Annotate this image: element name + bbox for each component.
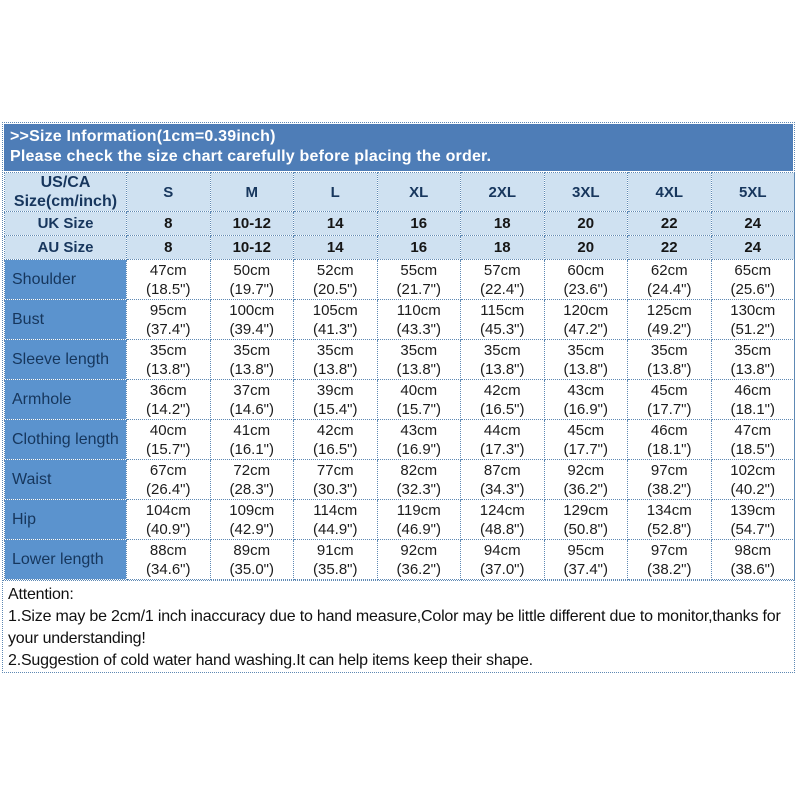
cm-value: 119cm <box>396 501 441 519</box>
measurement-cell <box>711 380 795 420</box>
inch-value: (45.3") <box>479 320 525 338</box>
inch-value: (38.6") <box>730 560 775 578</box>
size-column-header: 2XL <box>461 173 545 212</box>
measurement-cell <box>127 540 211 580</box>
measurement-cell <box>544 380 628 420</box>
banner-title: >>Size Information(1cm=0.39inch) <box>10 128 276 145</box>
measurement-cell <box>711 260 795 300</box>
inch-value: (20.5") <box>312 280 358 298</box>
inch-value: (18.1") <box>730 400 775 418</box>
cm-value: 91cm <box>316 541 354 559</box>
measurement-cell <box>294 420 378 460</box>
attention-note-1: 1.Size may be 2cm/1 inch inaccuracy due to hand measure,Color may be little different due to monitor,thanks for your understanding! <box>8 608 781 647</box>
cm-value: 35cm <box>400 341 438 359</box>
measurement-label: Lower length <box>5 540 127 580</box>
cm-value: 60cm <box>567 261 605 279</box>
measurement-cell <box>628 460 712 500</box>
size-column-header: S <box>127 173 211 212</box>
cm-value: 35cm <box>734 341 772 359</box>
au-size-value: 20 <box>544 236 628 260</box>
cm-value: 129cm <box>563 501 609 519</box>
inch-value: (16.1") <box>229 440 274 458</box>
measurement-cell <box>377 380 461 420</box>
measurement-cell <box>461 300 545 340</box>
measurement-cell <box>461 540 545 580</box>
cm-value: 95cm <box>567 541 605 559</box>
measurement-cell <box>377 500 461 540</box>
measurement-cell <box>711 540 795 580</box>
uk-size-label: UK Size <box>5 212 127 236</box>
measurement-label: Clothing length <box>5 420 127 460</box>
inch-value: (17.3") <box>479 440 525 458</box>
size-info-banner <box>4 124 793 171</box>
inch-value: (14.2") <box>145 400 191 418</box>
cm-value: 37cm <box>233 381 271 399</box>
measurement-row <box>5 460 795 500</box>
inch-value: (34.6") <box>145 560 191 578</box>
cm-value: 110cm <box>396 301 441 319</box>
measurement-cell <box>127 260 211 300</box>
banner-subtitle: Please check the size chart carefully before placing the order. <box>10 148 492 165</box>
measurement-cell <box>377 460 461 500</box>
inch-value: (15.7") <box>396 400 441 418</box>
measurement-cell <box>544 340 628 380</box>
measurement-cell <box>628 380 712 420</box>
cm-value: 100cm <box>229 301 275 319</box>
cm-value: 114cm <box>313 501 358 519</box>
inch-value: (25.6") <box>730 280 775 298</box>
inch-value: (18.1") <box>646 440 692 458</box>
au-size-value: 14 <box>294 236 378 260</box>
measurement-cell <box>127 380 211 420</box>
inch-value: (24.4") <box>646 280 692 298</box>
inch-value: (43.3") <box>396 320 441 338</box>
measurement-cell <box>544 540 628 580</box>
cm-value: 88cm <box>149 541 187 559</box>
inch-value: (17.7") <box>646 400 692 418</box>
cm-value: 102cm <box>730 461 776 479</box>
inch-value: (34.3") <box>479 480 525 498</box>
measurement-cell <box>628 340 712 380</box>
inch-value: (47.2") <box>563 320 608 338</box>
cm-value: 42cm <box>316 421 354 439</box>
measurement-cell <box>127 460 211 500</box>
cm-value: 82cm <box>400 461 438 479</box>
measurement-cell <box>294 500 378 540</box>
uk-size-value: 24 <box>711 212 795 236</box>
inch-value: (16.9") <box>396 440 441 458</box>
uk-size-value: 22 <box>628 212 712 236</box>
inch-value: (50.8") <box>563 520 608 538</box>
cm-value: 46cm <box>734 381 772 399</box>
measurement-cell <box>711 300 795 340</box>
cm-value: 57cm <box>483 261 521 279</box>
measurement-cell <box>377 420 461 460</box>
measurement-label: Shoulder <box>5 260 127 300</box>
inch-value: (52.8") <box>646 520 692 538</box>
inch-value: (35.8") <box>312 560 358 578</box>
au-size-value: 18 <box>461 236 545 260</box>
cm-value: 139cm <box>730 501 776 519</box>
inch-value: (13.8") <box>563 360 608 378</box>
cm-value: 46cm <box>650 421 688 439</box>
inch-value: (18.5") <box>730 440 775 458</box>
measurement-cell <box>127 340 211 380</box>
inch-value: (44.9") <box>312 520 358 538</box>
uk-size-row <box>5 212 795 236</box>
measurement-cell <box>210 500 294 540</box>
measurement-cell <box>210 540 294 580</box>
au-size-value: 22 <box>628 236 712 260</box>
inch-value: (15.4") <box>312 400 358 418</box>
inch-value: (46.9") <box>396 520 441 538</box>
measurement-cell <box>377 540 461 580</box>
inch-value: (19.7") <box>229 280 274 298</box>
cm-value: 35cm <box>567 341 605 359</box>
cm-value: 42cm <box>483 381 521 399</box>
measurement-cell <box>461 340 545 380</box>
measurement-cell <box>544 460 628 500</box>
measurement-row <box>5 500 795 540</box>
size-column-header: XL <box>377 173 461 212</box>
cm-value: 94cm <box>483 541 521 559</box>
size-chart-sheet <box>2 122 795 673</box>
measurement-cell <box>628 260 712 300</box>
measurement-cell <box>711 340 795 380</box>
corner-header <box>5 173 127 212</box>
inch-value: (36.2") <box>563 480 608 498</box>
cm-value: 35cm <box>149 341 187 359</box>
inch-value: (26.4") <box>145 480 191 498</box>
inch-value: (37.0") <box>479 560 525 578</box>
measurement-cell <box>377 260 461 300</box>
cm-value: 97cm <box>650 541 688 559</box>
cm-value: 124cm <box>479 501 525 519</box>
cm-value: 52cm <box>316 261 354 279</box>
inch-value: (39.4") <box>229 320 274 338</box>
cm-value: 40cm <box>149 421 187 439</box>
inch-value: (18.5") <box>145 280 191 298</box>
measurement-row <box>5 380 795 420</box>
inch-value: (16.5") <box>479 400 525 418</box>
inch-value: (40.9") <box>145 520 191 538</box>
measurement-cell <box>210 380 294 420</box>
cm-value: 125cm <box>646 301 692 319</box>
inch-value: (13.8") <box>646 360 692 378</box>
uk-size-value: 18 <box>461 212 545 236</box>
cm-value: 45cm <box>567 421 605 439</box>
size-column-header: L <box>294 173 378 212</box>
inch-value: (13.8") <box>730 360 775 378</box>
cm-value: 62cm <box>650 261 688 279</box>
inch-value: (22.4") <box>479 280 525 298</box>
measurement-cell <box>544 300 628 340</box>
corner-header-line1: US/CA <box>40 174 91 191</box>
inch-value: (13.8") <box>145 360 191 378</box>
measurement-cell <box>544 500 628 540</box>
measurement-cell <box>711 420 795 460</box>
inch-value: (32.3") <box>396 480 441 498</box>
measurement-label: Sleeve length <box>5 340 127 380</box>
inch-value: (51.2") <box>730 320 775 338</box>
cm-value: 87cm <box>483 461 521 479</box>
size-column-header: 5XL <box>711 173 795 212</box>
cm-value: 36cm <box>149 381 187 399</box>
size-column-header: 3XL <box>544 173 628 212</box>
measurement-label: Bust <box>5 300 127 340</box>
cm-value: 92cm <box>567 461 605 479</box>
measurement-label: Waist <box>5 460 127 500</box>
cm-value: 120cm <box>563 301 609 319</box>
inch-value: (35.0") <box>229 560 274 578</box>
cm-value: 104cm <box>145 501 191 519</box>
measurement-cell <box>461 420 545 460</box>
inch-value: (30.3") <box>312 480 358 498</box>
cm-value: 45cm <box>650 381 688 399</box>
au-size-value: 16 <box>377 236 461 260</box>
inch-value: (13.8") <box>312 360 358 378</box>
uk-size-value: 20 <box>544 212 628 236</box>
inch-value: (28.3") <box>229 480 274 498</box>
cm-value: 35cm <box>650 341 688 359</box>
inch-value: (38.2") <box>646 560 692 578</box>
inch-value: (48.8") <box>479 520 525 538</box>
measurement-row <box>5 260 795 300</box>
cm-value: 98cm <box>734 541 772 559</box>
measurement-row <box>5 420 795 460</box>
cm-value: 50cm <box>233 261 271 279</box>
inch-value: (54.7") <box>730 520 775 538</box>
cm-value: 89cm <box>233 541 271 559</box>
cm-value: 43cm <box>567 381 605 399</box>
inch-value: (40.2") <box>730 480 775 498</box>
cm-value: 105cm <box>312 301 358 319</box>
measurement-cell <box>461 260 545 300</box>
measurement-row <box>5 300 795 340</box>
cm-value: 47cm <box>149 261 187 279</box>
cm-value: 35cm <box>233 341 271 359</box>
measurement-cell <box>294 340 378 380</box>
uk-size-value: 8 <box>127 212 211 236</box>
measurement-cell <box>377 300 461 340</box>
cm-value: 44cm <box>483 421 521 439</box>
measurement-cell <box>210 340 294 380</box>
cm-value: 92cm <box>400 541 438 559</box>
inch-value: (17.7") <box>563 440 608 458</box>
size-chart-table <box>4 172 795 580</box>
cm-value: 97cm <box>650 461 688 479</box>
inch-value: (13.8") <box>229 360 274 378</box>
au-size-label: AU Size <box>5 236 127 260</box>
cm-value: 41cm <box>233 421 271 439</box>
cm-value: 67cm <box>149 461 187 479</box>
measurement-cell <box>628 300 712 340</box>
inch-value: (13.8") <box>479 360 525 378</box>
measurement-cell <box>628 500 712 540</box>
measurement-label: Hip <box>5 500 127 540</box>
inch-value: (42.9") <box>229 520 274 538</box>
measurement-cell <box>294 260 378 300</box>
uk-size-value: 10-12 <box>210 212 294 236</box>
cm-value: 43cm <box>400 421 438 439</box>
inch-value: (23.6") <box>563 280 608 298</box>
cm-value: 77cm <box>316 461 354 479</box>
cm-value: 95cm <box>149 301 187 319</box>
cm-value: 109cm <box>229 501 275 519</box>
cm-value: 39cm <box>316 381 354 399</box>
size-column-header: M <box>210 173 294 212</box>
measurement-cell <box>210 300 294 340</box>
measurement-cell <box>711 460 795 500</box>
inch-value: (41.3") <box>312 320 358 338</box>
inch-value: (21.7") <box>396 280 441 298</box>
inch-value: (16.5") <box>312 440 358 458</box>
attention-heading: Attention: <box>8 586 74 603</box>
measurement-cell <box>628 420 712 460</box>
inch-value: (16.9") <box>563 400 608 418</box>
measurement-cell <box>377 340 461 380</box>
cm-value: 72cm <box>233 461 271 479</box>
cm-value: 47cm <box>734 421 772 439</box>
cm-value: 134cm <box>646 501 692 519</box>
inch-value: (37.4") <box>563 560 608 578</box>
measurement-label: Armhole <box>5 380 127 420</box>
inch-value: (49.2") <box>646 320 692 338</box>
cm-value: 55cm <box>400 261 438 279</box>
inch-value: (15.7") <box>145 440 191 458</box>
measurement-cell <box>210 420 294 460</box>
cm-value: 130cm <box>730 301 776 319</box>
cm-value: 40cm <box>400 381 438 399</box>
measurement-cell <box>210 460 294 500</box>
measurement-cell <box>127 420 211 460</box>
measurement-cell <box>544 420 628 460</box>
measurement-row <box>5 540 795 580</box>
inch-value: (13.8") <box>396 360 441 378</box>
au-size-value: 8 <box>127 236 211 260</box>
attention-note-2: 2.Suggestion of cold water hand washing.It can help items keep their shape. <box>8 652 533 669</box>
corner-header-line2: Size(cm/inch) <box>13 193 118 210</box>
measurement-cell <box>294 380 378 420</box>
cm-value: 35cm <box>316 341 354 359</box>
au-size-value: 24 <box>711 236 795 260</box>
uk-size-value: 16 <box>377 212 461 236</box>
uk-size-value: 14 <box>294 212 378 236</box>
size-column-header: 4XL <box>628 173 712 212</box>
measurement-cell <box>127 500 211 540</box>
inch-value: (38.2") <box>646 480 692 498</box>
measurement-cell <box>294 300 378 340</box>
measurement-cell <box>294 540 378 580</box>
cm-value: 35cm <box>483 341 521 359</box>
measurements-body <box>5 260 795 580</box>
measurement-cell <box>210 260 294 300</box>
inch-value: (14.6") <box>229 400 274 418</box>
measurement-cell <box>544 260 628 300</box>
au-size-row <box>5 236 795 260</box>
cm-value: 115cm <box>480 301 525 319</box>
measurement-cell <box>294 460 378 500</box>
size-header-row <box>5 173 795 212</box>
inch-value: (37.4") <box>145 320 191 338</box>
measurement-row <box>5 340 795 380</box>
measurement-cell <box>711 500 795 540</box>
attention-box <box>3 580 794 672</box>
measurement-cell <box>461 460 545 500</box>
measurement-cell <box>461 380 545 420</box>
measurement-cell <box>127 300 211 340</box>
measurement-cell <box>461 500 545 540</box>
measurement-cell <box>628 540 712 580</box>
au-size-value: 10-12 <box>210 236 294 260</box>
cm-value: 65cm <box>734 261 772 279</box>
inch-value: (36.2") <box>396 560 441 578</box>
